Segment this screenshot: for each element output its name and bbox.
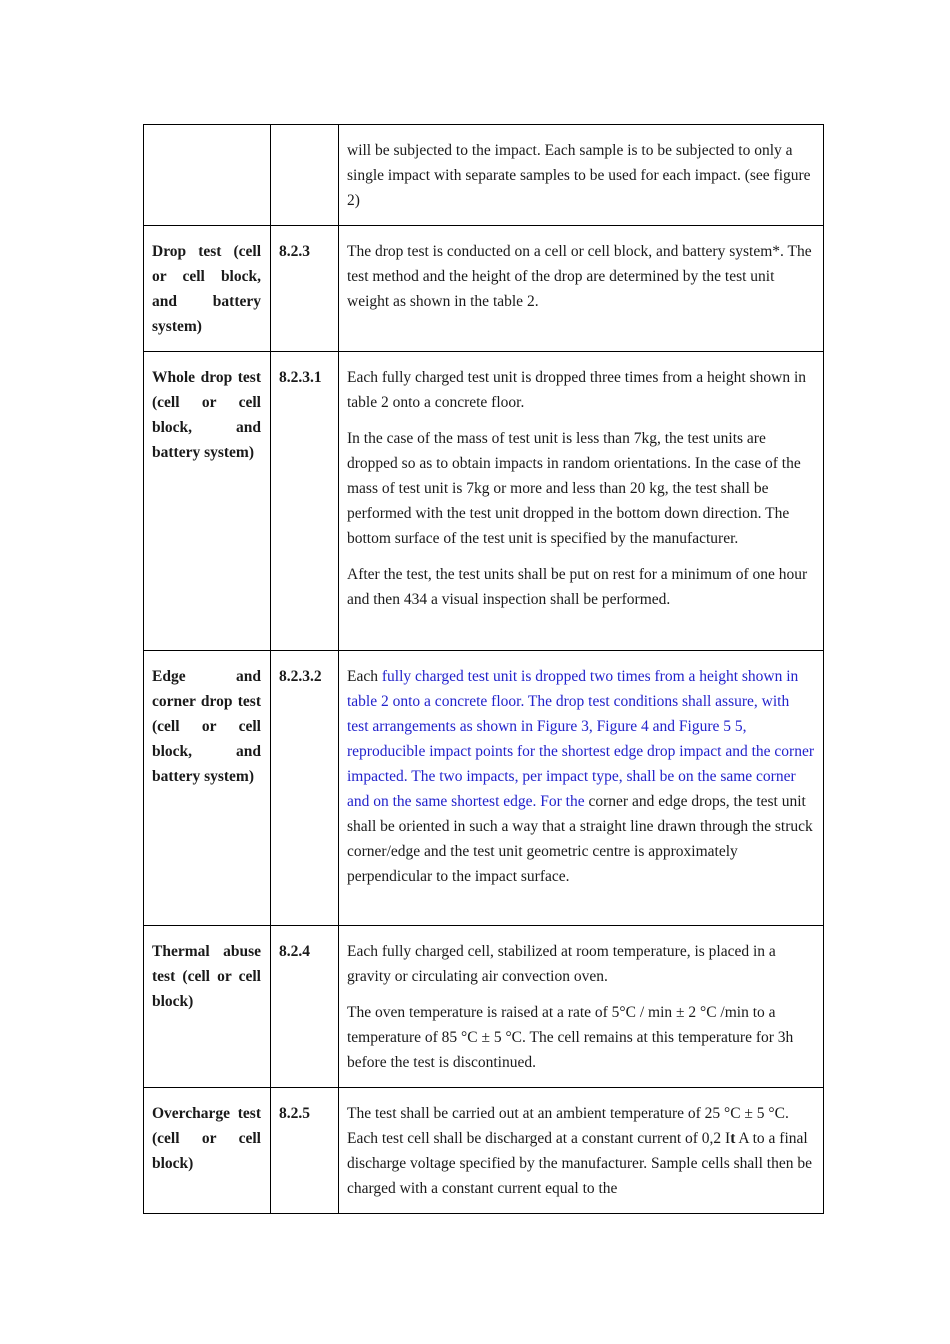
table-row bbox=[144, 125, 824, 226]
test-name-cell: Thermal abuse test (cell or cell block) bbox=[144, 926, 271, 1088]
clause-number-cell: 8.2.3 bbox=[271, 226, 339, 352]
description-cell bbox=[339, 352, 824, 651]
clause-number-cell: 8.2.5 bbox=[271, 1088, 339, 1214]
text-segment: Each bbox=[347, 668, 382, 685]
text-segment: A to a final discharge voltage specified by the manufacturer. Sample cells shall then be charged with a constant current equal to the bbox=[347, 1130, 812, 1197]
table-row bbox=[144, 651, 824, 926]
table-row bbox=[144, 1088, 824, 1214]
text-segment-bold: t bbox=[730, 1130, 736, 1147]
clause-number-cell: 8.2.3.2 bbox=[271, 651, 339, 926]
table-row bbox=[144, 226, 824, 352]
test-name-cell: Overcharge test (cell or cell block) bbox=[144, 1088, 271, 1214]
test-name-cell: Whole drop test (cell or cell block, and battery system) bbox=[144, 352, 271, 651]
table-row bbox=[144, 352, 824, 651]
description-paragraph: Each fully charged cell, stabilized at room temperature, is placed in a gravity or circulating air convection oven. bbox=[347, 943, 776, 985]
test-specification-table bbox=[143, 124, 824, 1214]
description-cell bbox=[339, 651, 824, 926]
table-row bbox=[144, 926, 824, 1088]
description-paragraph: After the test, the test units shall be put on rest for a minimum of one hour and then 434 a visual inspection shall be performed. bbox=[347, 566, 808, 608]
text-segment: The test shall be carried out at an ambient temperature of 25 °C ± 5 °C. Each test cell shall be discharged at a constant current of 0,2 I bbox=[347, 1105, 789, 1147]
clause-number-cell bbox=[271, 125, 339, 226]
description-paragraph: The drop test is conducted on a cell or cell block, and battery system*. The test method and the height of the drop are determined by the test unit weight as shown in the table 2. bbox=[347, 243, 812, 310]
test-name-cell: Edge and corner drop test (cell or cell block, and battery system) bbox=[144, 651, 271, 926]
description-cell bbox=[339, 226, 824, 352]
description-paragraph bbox=[347, 664, 814, 889]
description-paragraph: The oven temperature is raised at a rate of 5°C / min ± 2 °C /min to a temperature of 85 °C ± 5 °C. The cell remains at this temperature for 3h before the test is discontinued. bbox=[347, 1004, 794, 1071]
description-cell bbox=[339, 1088, 824, 1214]
description-cell bbox=[339, 125, 824, 226]
description-cell bbox=[339, 926, 824, 1088]
description-paragraph: will be subjected to the impact. Each sample is to be subjected to only a single impact with separate samples to be used for each impact. (see figure 2) bbox=[347, 142, 811, 209]
clause-number-cell: 8.2.4 bbox=[271, 926, 339, 1088]
clause-number-cell: 8.2.3.1 bbox=[271, 352, 339, 651]
description-paragraph bbox=[347, 1101, 814, 1201]
test-name-cell bbox=[144, 125, 271, 226]
text-segment: corner and edge drops, the test unit shall be oriented in such a way that a straight line drawn through the struck corner/edge and the test unit geometric centre is approximately perpendicular to the impact surface. bbox=[347, 793, 813, 885]
highlighted-text-segment: fully charged test unit is dropped two times from a height shown in table 2 onto a concrete floor. The drop test conditions shall assure, with test arrangements as shown in Figure 3, Figure 4 and Figure 5 5, reproducible impact points for the shortest edge drop impact and the corner impacted. The two impacts, per impact type, shall be on the same corner and on the same shortest edge. For the bbox=[347, 668, 814, 810]
test-name-cell: Drop test (cell or cell block, and battery system) bbox=[144, 226, 271, 352]
description-paragraph: In the case of the mass of test unit is less than 7kg, the test units are dropped so as to obtain impacts in random orientations. In the case of the mass of test unit is 7kg or more and less than 20 kg, the test shall be performed with the test unit dropped in the bottom down direction. The bottom surface of the test unit is specified by the manufacturer. bbox=[347, 430, 801, 547]
description-paragraph: Each fully charged test unit is dropped three times from a height shown in table 2 onto a concrete floor. bbox=[347, 369, 807, 411]
